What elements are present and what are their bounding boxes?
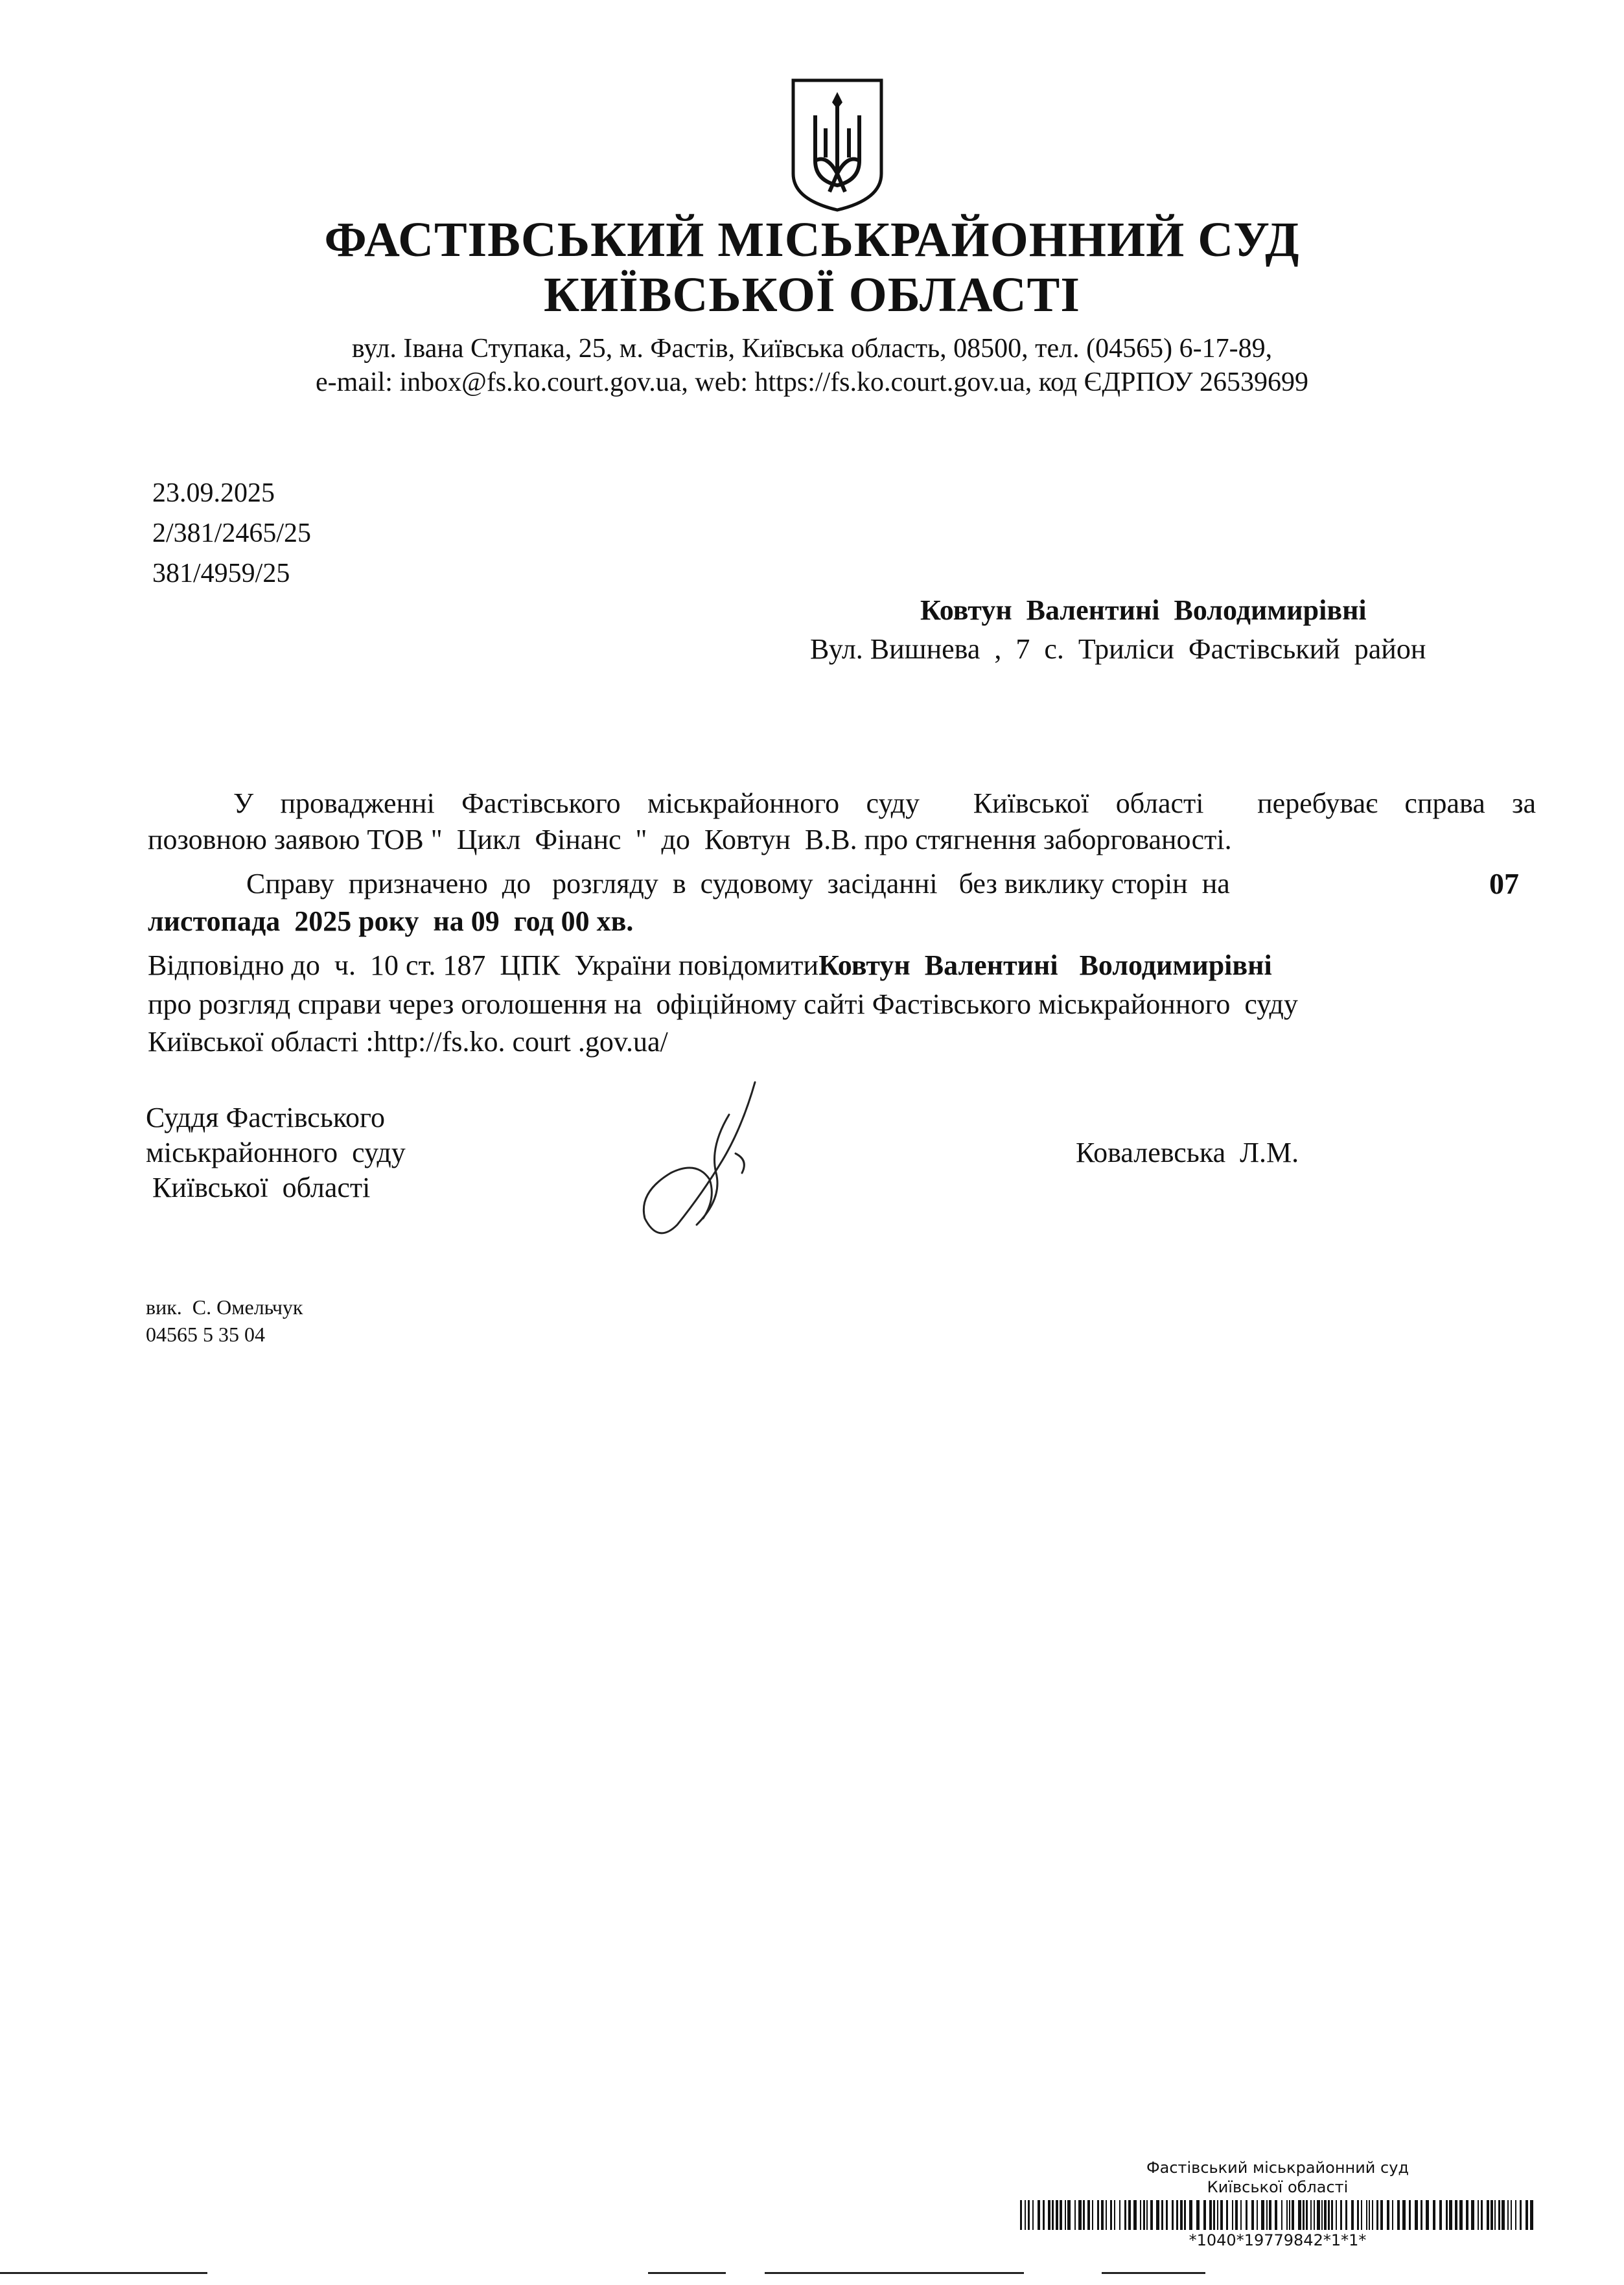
barcode-bar [1189,2200,1192,2230]
barcode-bar [1209,2200,1212,2230]
letter-date: 23.09.2025 [152,478,275,508]
barcode-bar [1520,2200,1522,2230]
barcode-bar [1261,2200,1264,2230]
barcode-bar [1166,2200,1168,2230]
barcode-bar [1298,2200,1301,2230]
barcode-bar [1083,2200,1085,2230]
barcode-bar [1032,2200,1034,2230]
barcode-bar [1507,2200,1509,2230]
barcode-bar [1336,2200,1337,2230]
barcode-bar [1251,2200,1254,2230]
barcode-bar [1471,2200,1474,2230]
barcode-bar [1286,2200,1288,2230]
barcode-bar [1366,2200,1367,2230]
body-paragraph-3-line-1 [148,947,1535,984]
barcode-bar [1140,2200,1141,2230]
barcode-bar [1449,2200,1452,2230]
hearing-day: 07 [1489,867,1519,900]
body-paragraph-1-line-2: позовною заявою ТОВ " Цикл Фінанс " до Ковтун В.В. про стягнення заборгованості. [148,824,1232,855]
barcode-bar [1052,2200,1054,2230]
judge-title-line1: Суддя Фастівського [146,1102,385,1133]
barcode-bar [1511,2200,1512,2230]
barcode-bar [1128,2200,1131,2230]
barcode-bar [1351,2200,1354,2230]
barcode-bar [1048,2200,1050,2230]
barcode-bar [1172,2200,1174,2230]
handwritten-signature [632,1076,774,1244]
stamp-court-name: Фастівський міськрайонний суд [1146,2159,1409,2177]
barcode-bar [1176,2200,1178,2230]
barcode-bar [1331,2200,1333,2230]
barcode-bar [1357,2200,1359,2230]
judge-title-line2: міськрайонного суду [146,1137,406,1168]
body-paragraph-1-line-1: У провадженні Фастівського міськрайонного суду Київської області перебуває справа за [233,787,1536,819]
barcode-bar [1074,2200,1076,2230]
barcode-bar [1289,2200,1290,2230]
barcode-bar [1119,2200,1120,2230]
barcode-bar [1491,2200,1493,2230]
barcode-bar [1340,2200,1342,2230]
judge-title-line3: Київської області [152,1172,371,1203]
barcode-bar [1020,2200,1022,2230]
barcode-bar [1317,2200,1320,2230]
barcode-bar [1328,2200,1330,2230]
barcode-bar [1306,2200,1308,2230]
hearing-date-time: листопада 2025 року на 09 год 00 хв. [148,905,634,937]
barcode-bar [1092,2200,1093,2230]
scan-edge-line [765,2272,1024,2274]
barcode-bar [1220,2200,1223,2230]
stamp-region: Київської області [1207,2178,1349,2196]
barcode-bar [1184,2200,1186,2230]
barcode-bar [1114,2200,1115,2230]
barcode-bar [1056,2200,1058,2230]
notified-person: Ковтун Валентині Володимирівні [818,949,1272,981]
court-name-line2: КИЇВСЬКОЇ ОБЛАСТІ [544,268,1080,322]
barcode-bar [1481,2200,1483,2230]
barcode-bar [1387,2200,1389,2230]
barcode-bar [1067,2200,1071,2230]
barcode-bar [1203,2200,1206,2230]
barcode-bar [1421,2200,1422,2230]
barcode-bar [1380,2200,1383,2230]
barcode-bar [1402,2200,1406,2230]
barcode-bar [1303,2200,1305,2230]
barcode-bar [1275,2200,1277,2230]
barcode-bar [1455,2200,1457,2230]
barcode-bar [1281,2200,1282,2230]
barcode-text: *1040*19779842*1*1* [1189,2231,1367,2249]
scan-edge-line [1102,2272,1205,2274]
barcode-bar [1146,2200,1148,2230]
barcode-bar [1043,2200,1045,2230]
barcode-bar [1161,2200,1163,2230]
recipient-name: Ковтун Валентині Володимирівні [920,594,1367,626]
barcode-bar [1106,2200,1107,2230]
notice-basis: Відповідно до ч. 10 ст. 187 ЦПК України повідомити [148,949,819,981]
executor-phone: 04565 5 35 04 [146,1323,265,1346]
barcode-bar [1324,2200,1327,2230]
barcode-bar [1025,2200,1026,2230]
barcode-bar [1345,2200,1347,2230]
barcode-bar [1097,2200,1099,2230]
scan-edge-line [0,2272,207,2274]
barcode-bar [1409,2200,1411,2230]
barcode [1020,2200,1535,2230]
barcode-bar [1525,2200,1528,2230]
barcode-bar [1392,2200,1393,2230]
coat-of-arms-emblem [789,76,885,214]
barcode-bar [1376,2200,1378,2230]
barcode-bar [1310,2200,1312,2230]
barcode-bar [1232,2200,1233,2230]
barcode-bar [1397,2200,1400,2230]
barcode-bar [1180,2200,1183,2230]
barcode-bar [1150,2200,1153,2230]
barcode-bar [1372,2200,1373,2230]
reference-number-1: 2/381/2465/25 [152,518,312,548]
body-paragraph-3-line-3: Київської області :http://fs.ko. court .gov.ua/ [148,1026,668,1058]
barcode-bar [1133,2200,1137,2230]
judge-name: Ковалевська Л.М. [1076,1137,1299,1168]
barcode-bar [1266,2200,1268,2230]
scan-edge-line [648,2272,726,2274]
barcode-bar [1038,2200,1040,2230]
barcode-bar [1446,2200,1448,2230]
barcode-bar [1439,2200,1442,2230]
barcode-bar [1257,2200,1258,2230]
barcode-bar [1487,2200,1489,2230]
barcode-bar [1226,2200,1228,2230]
barcode-bar [1498,2200,1500,2230]
barcode-bar [1530,2200,1533,2230]
barcode-bar [1028,2200,1030,2230]
body-paragraph-3-line-2: про розгляд справи через оголошення на офіційному сайті Фастівського міськрайонного суду [148,988,1298,1020]
barcode-bar [1078,2200,1082,2230]
barcode-bar [1143,2200,1145,2230]
barcode-bar [1478,2200,1479,2230]
barcode-bar [1494,2200,1496,2230]
barcode-bar [1415,2200,1418,2230]
barcode-bar [1314,2200,1315,2230]
barcode-bar [1246,2200,1247,2230]
barcode-bar [1361,2200,1362,2230]
barcode-bar [1060,2200,1062,2230]
barcode-bar [1426,2200,1429,2230]
recipient-address: Вул. Вишнева , 7 с. Триліси Фастівський район [810,633,1426,665]
barcode-bar [1213,2200,1215,2230]
barcode-bar [1065,2200,1066,2230]
barcode-bar [1156,2200,1159,2230]
court-name-line1: ФАСТІВСЬКИЙ МІСЬКРАЙОННИЙ СУД [324,213,1300,267]
executor-name: вик. С. Омельчук [146,1295,303,1319]
barcode-bar [1124,2200,1126,2230]
barcode-bar [1433,2200,1435,2230]
barcode-bar [1217,2200,1218,2230]
barcode-bar [1087,2200,1090,2230]
barcode-bar [1369,2200,1370,2230]
barcode-bar [1269,2200,1271,2230]
barcode-bar [1459,2200,1463,2230]
body-paragraph-2-line-1: Справу призначено до розгляду в судовому засіданні без виклику сторін на [246,868,1230,899]
reference-number-2: 381/4959/25 [152,559,290,588]
barcode-bar [1101,2200,1104,2230]
barcode-bar [1502,2200,1505,2230]
barcode-bar [1466,2200,1468,2230]
barcode-bar [1292,2200,1294,2230]
barcode-bar [1321,2200,1323,2230]
barcode-bar [1240,2200,1242,2230]
court-contacts: e-mail: inbox@fs.ko.court.gov.ua, web: https://fs.ko.court.gov.ua, код ЄДРПОУ 26539699 [316,367,1308,397]
barcode-bar [1515,2200,1516,2230]
barcode-bar [1110,2200,1112,2230]
court-address: вул. Івана Ступака, 25, м. Фастів, Київська область, 08500, тел. (04565) 6-17-89, [351,334,1273,364]
barcode-bar [1235,2200,1238,2230]
barcode-bar [1196,2200,1200,2230]
